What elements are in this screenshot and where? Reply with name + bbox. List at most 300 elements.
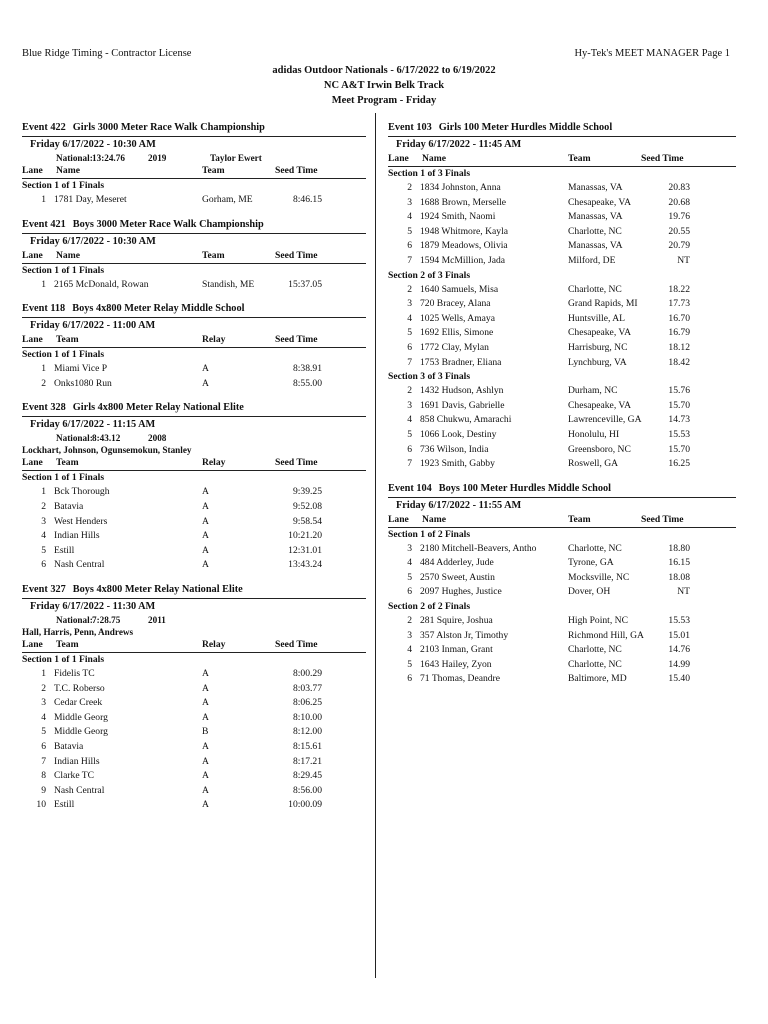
event-number: Event 327 [22, 583, 66, 595]
entry-team: Chesapeake, VA [568, 399, 632, 411]
entry-lane: 6 [41, 740, 46, 752]
header-team: Team [568, 153, 591, 164]
entry-lane: 2 [407, 615, 412, 627]
entry-row [388, 629, 736, 644]
entry-row [22, 485, 366, 500]
entry-name: 1772 Clay, Mylan [420, 341, 489, 353]
entry-row [22, 711, 366, 726]
entry-name: 2180 Mitchell-Beavers, Antho [420, 542, 537, 554]
entry-name: Clarke TC [54, 770, 95, 782]
entry-seed: 16.15 [668, 557, 690, 569]
entry-name: 484 Adderley, Jude [420, 557, 494, 569]
entry-name: 1879 Meadows, Olivia [420, 240, 508, 252]
header-seed: Seed Time [641, 513, 684, 525]
entry-seed: 18.22 [668, 283, 690, 295]
entry-team: A [202, 755, 209, 767]
entry-row [388, 556, 736, 571]
section-label: Section 2 of 2 Finals [388, 601, 471, 613]
entry-row [22, 798, 366, 813]
entry-seed: 8:29.45 [292, 770, 322, 782]
event-date: Friday 6/17/2022 - 11:45 AM [388, 136, 736, 152]
entry-name: 357 Alston Jr, Timothy [420, 629, 509, 641]
entry-lane: 7 [407, 458, 412, 470]
entry-lane: 3 [407, 542, 412, 554]
entry-seed: 8:03.77 [292, 682, 322, 694]
entry-row [388, 356, 736, 371]
entry-name: Cedar Creek [54, 697, 103, 709]
header-team: Team [568, 513, 591, 525]
column-header [388, 513, 736, 528]
entry-lane: 6 [407, 240, 412, 252]
section-label: Section 1 of 3 Finals [388, 168, 471, 179]
meet-title-line2: NC A&T Irwin Belk Track [323, 80, 445, 91]
entry-name: 2165 McDonald, Rowan [54, 278, 149, 290]
event-title [22, 299, 366, 317]
entry-team: A [202, 799, 209, 811]
event-number: Event 422 [22, 122, 66, 133]
entry-row [388, 384, 736, 399]
entry-lane: 5 [407, 428, 412, 440]
event-number: Event 103 [388, 122, 432, 133]
entry-lane: 3 [407, 196, 412, 208]
entry-row [22, 362, 366, 377]
header-right-text: Hy-Tek's MEET MANAGER Page 1 [574, 48, 730, 59]
entry-team: A [202, 559, 209, 571]
entry-team: Roswell, GA [568, 458, 619, 470]
entry-lane: 10 [36, 799, 46, 811]
entry-lane: 1 [41, 194, 46, 205]
header-team: Team [202, 249, 225, 261]
record-year: 2011 [148, 614, 166, 625]
header-lane: Lane [22, 334, 43, 346]
header-name: Team [56, 457, 79, 469]
entry-lane: 8 [41, 770, 46, 782]
entry-lane: 4 [41, 711, 46, 723]
entry-row [22, 769, 366, 784]
header-seed: Seed Time [275, 249, 318, 261]
record-time: 13:24.76 [92, 153, 125, 163]
section-label: Section 1 of 1 Finals [22, 264, 105, 276]
meet-title-line3: Meet Program - Friday [331, 95, 437, 106]
entry-team: A [202, 544, 209, 556]
event-block [388, 118, 736, 472]
header-left-text: Blue Ridge Timing - Contractor License [22, 48, 192, 59]
entry-lane: 1 [41, 667, 46, 679]
meet-title [0, 63, 768, 108]
entry-team: A [202, 500, 209, 512]
entry-name: 1924 Smith, Naomi [420, 211, 496, 223]
entry-row [22, 529, 366, 544]
event-name: Boys 4x800 Meter Relay Middle School [72, 303, 245, 315]
header-team: Relay [202, 638, 226, 650]
entry-name: 1688 Brown, Merselle [420, 196, 507, 208]
record-relay-names: Hall, Harris, Penn, Andrews [22, 626, 134, 637]
entry-lane: 5 [407, 658, 412, 670]
section-label: Section 1 of 1 Finals [22, 349, 105, 361]
entry-team: Charlotte, NC [568, 542, 622, 554]
entry-row [388, 181, 736, 196]
entry-row [22, 500, 366, 515]
entry-team: Greensboro, NC [568, 443, 631, 455]
section-label: Section 1 of 2 Finals [388, 528, 471, 540]
entry-seed: NT [677, 586, 690, 598]
entry-seed: 14.76 [668, 644, 690, 656]
entry-name: 2570 Sweet, Austin [420, 571, 495, 583]
column-header [22, 249, 366, 264]
entry-row [388, 210, 736, 225]
entry-lane: 5 [41, 726, 46, 738]
entry-row [388, 225, 736, 240]
event-name: Girls 3000 Meter Race Walk Championship [72, 122, 265, 133]
entry-team: Richmond Hill, GA [568, 629, 644, 641]
entry-seed: 8:55.00 [292, 377, 322, 389]
entry-row [388, 571, 736, 586]
event-block [388, 479, 736, 687]
entry-name: 858 Chukwu, Amarachi [420, 414, 512, 426]
event-block [22, 580, 366, 813]
entry-lane: 6 [407, 586, 412, 598]
right-column [388, 118, 736, 694]
entry-name: 1594 McMillion, Jada [420, 254, 506, 266]
event-title [388, 479, 736, 497]
entry-seed: 8:06.25 [292, 697, 322, 709]
entry-lane: 6 [407, 341, 412, 353]
entry-lane: 5 [407, 571, 412, 583]
section-label: Section 3 of 3 Finals [388, 371, 471, 383]
event-date: Friday 6/17/2022 - 11:30 AM [22, 598, 366, 614]
entry-team: A [202, 515, 209, 527]
entry-seed: 16.25 [668, 458, 690, 470]
entry-row [22, 193, 366, 208]
entry-lane: 2 [407, 182, 412, 193]
entry-seed: 20.55 [668, 225, 690, 237]
entry-lane: 3 [41, 697, 46, 709]
entry-seed: 14.99 [668, 658, 690, 670]
record-relay-names: Lockhart, Johnson, Ogunsemokun, Stanley [22, 445, 192, 456]
entry-row [388, 254, 736, 269]
entry-team: A [202, 486, 209, 498]
entry-name: Bck Thorough [54, 486, 110, 498]
entry-team: Lynchburg, VA [568, 356, 627, 368]
entry-name: 1643 Hailey, Zyon [420, 658, 492, 670]
entry-seed: 19.76 [668, 211, 690, 223]
entry-name: 71 Thomas, Deandre [420, 673, 501, 685]
entry-team: Standish, ME [202, 278, 255, 290]
entry-seed: 15.70 [668, 399, 690, 411]
entry-seed: 15.76 [668, 385, 690, 397]
entry-name: 1692 Ellis, Simone [420, 327, 494, 339]
entry-lane: 1 [41, 278, 46, 290]
event-title [22, 580, 366, 598]
header-name: Name [56, 249, 80, 261]
entry-team: Huntsville, AL [568, 312, 626, 324]
entry-row [388, 658, 736, 673]
entry-name: Nash Central [54, 784, 105, 796]
entry-row [388, 643, 736, 658]
entry-name: 720 Bracey, Alana [420, 298, 491, 310]
entry-team: A [202, 784, 209, 796]
entry-seed: 10:21.20 [288, 530, 322, 542]
entry-row [22, 667, 366, 682]
entry-seed: 8:38.91 [292, 363, 322, 375]
entry-seed: 15.40 [668, 673, 690, 685]
entry-name: 281 Squire, Joshua [420, 615, 493, 627]
entry-team: Charlotte, NC [568, 283, 622, 295]
entry-team: Charlotte, NC [568, 225, 622, 237]
entry-team: Tyrone, GA [568, 557, 614, 569]
event-name: Boys 100 Meter Hurdles Middle School [438, 482, 612, 494]
entry-row [388, 239, 736, 254]
entry-row [388, 585, 736, 600]
header-name: Team [56, 638, 79, 650]
entry-lane: 6 [41, 559, 46, 571]
entry-row [22, 740, 366, 755]
column-divider [375, 113, 376, 978]
header-lane: Lane [22, 249, 43, 261]
record-holder: Taylor Ewert [210, 153, 262, 163]
entry-team: A [202, 740, 209, 752]
entry-row [22, 784, 366, 799]
entry-row [388, 443, 736, 458]
event-date: Friday 6/17/2022 - 10:30 AM [22, 233, 366, 249]
record-label: National: [56, 614, 93, 625]
header-lane: Lane [388, 153, 409, 164]
header-name: Name [422, 153, 446, 164]
header-team: Team [202, 165, 225, 176]
record-time: 7:28.75 [92, 614, 121, 625]
entry-name: 1691 Davis, Gabrielle [420, 399, 505, 411]
entry-row [388, 413, 736, 428]
event-name: Boys 4x800 Meter Relay National Elite [72, 583, 243, 595]
entry-row [388, 312, 736, 327]
header-seed: Seed Time [275, 638, 318, 650]
entry-name: 1781 Day, Meseret [54, 194, 127, 205]
entry-row [22, 377, 366, 392]
entry-lane: 1 [41, 363, 46, 375]
entry-team: B [202, 726, 209, 738]
record-label: National: [56, 153, 93, 163]
left-column [22, 118, 366, 820]
entry-team: Gorham, ME [202, 194, 253, 205]
event-block [22, 299, 366, 391]
entry-lane: 7 [41, 755, 46, 767]
record-year: 2019 [148, 153, 167, 163]
entry-team: A [202, 530, 209, 542]
entry-name: 1640 Samuels, Misa [420, 283, 499, 295]
event-name: Girls 4x800 Meter Relay National Elite [72, 402, 244, 414]
entry-row [388, 399, 736, 414]
header-seed: Seed Time [275, 457, 318, 469]
entry-row [388, 283, 736, 298]
entry-name: West Henders [54, 515, 108, 527]
entry-seed: 20.68 [668, 196, 690, 208]
entry-name: Estill [54, 799, 75, 811]
entry-team: A [202, 770, 209, 782]
header-lane: Lane [22, 165, 43, 176]
entry-lane: 4 [407, 414, 412, 426]
entry-name: 1948 Whitmore, Kayla [420, 225, 509, 237]
entry-seed: 15.53 [668, 428, 690, 440]
entry-team: Chesapeake, VA [568, 327, 632, 339]
entry-lane: 6 [407, 673, 412, 685]
entry-seed: 15.70 [668, 443, 690, 455]
entry-name: 1025 Wells, Amaya [420, 312, 495, 324]
entry-team: A [202, 682, 209, 694]
entry-lane: 2 [41, 500, 46, 512]
entry-lane: 4 [407, 312, 412, 324]
entry-team: Chesapeake, VA [568, 196, 632, 208]
event-title [22, 118, 366, 136]
entry-seed: 17.73 [668, 298, 690, 310]
event-date: Friday 6/17/2022 - 11:55 AM [388, 497, 736, 513]
entry-seed: 15.01 [668, 629, 690, 641]
entry-seed: 18.12 [668, 341, 690, 353]
national-record [22, 432, 366, 444]
entry-name: 1753 Bradner, Eliana [420, 356, 502, 368]
entry-team: Milford, DE [568, 254, 616, 266]
header-team: Relay [202, 457, 226, 469]
entry-name: 1432 Hudson, Ashlyn [420, 385, 504, 397]
entry-name: Miami Vice P [54, 363, 108, 375]
entry-seed: NT [677, 254, 690, 266]
section-label: Section 1 of 1 Finals [22, 472, 105, 484]
entry-row [22, 755, 366, 770]
entry-lane: 2 [407, 283, 412, 295]
entry-name: Nash Central [54, 559, 105, 571]
header-lane: Lane [22, 638, 43, 650]
entry-team: A [202, 377, 209, 389]
entry-name: Batavia [54, 740, 84, 752]
meet-title-line1: adidas Outdoor Nationals - 6/17/2022 to 6/19/2022 [272, 65, 496, 76]
entry-team: High Point, NC [568, 615, 628, 627]
entry-name: Batavia [54, 500, 84, 512]
entry-lane: 4 [407, 644, 412, 656]
entry-team: Charlotte, NC [568, 658, 622, 670]
entry-lane: 4 [407, 211, 412, 223]
entry-team: Durham, NC [568, 385, 618, 397]
entry-team: Lawrenceville, GA [568, 414, 642, 426]
entry-lane: 3 [407, 399, 412, 411]
entry-lane: 4 [407, 557, 412, 569]
entry-seed: 18.80 [668, 542, 690, 554]
entry-name: Middle Georg [54, 711, 108, 723]
entry-team: Dover, OH [568, 586, 611, 598]
entry-team: A [202, 363, 209, 375]
entry-name: 1923 Smith, Gabby [420, 458, 495, 470]
event-number: Event 421 [22, 218, 66, 230]
entry-row [388, 542, 736, 557]
column-header [22, 638, 366, 653]
entry-row [388, 457, 736, 472]
entry-seed: 8:00.29 [292, 667, 322, 679]
entry-seed: 9:39.25 [292, 486, 322, 498]
entry-lane: 2 [407, 385, 412, 397]
column-header [388, 152, 736, 167]
entry-row [22, 696, 366, 711]
entry-name: 1834 Johnston, Anna [420, 182, 501, 193]
entry-team: Honolulu, HI [568, 428, 620, 440]
national-record [22, 614, 366, 626]
entry-lane: 7 [407, 356, 412, 368]
entry-lane: 9 [41, 784, 46, 796]
event-name: Boys 3000 Meter Race Walk Championship [72, 218, 264, 230]
column-header [22, 333, 366, 348]
entry-seed: 18.08 [668, 571, 690, 583]
event-block [22, 118, 366, 208]
entry-lane: 6 [407, 443, 412, 455]
event-number: Event 104 [388, 482, 432, 494]
entry-seed: 8:12.00 [292, 726, 322, 738]
entry-seed: 9:58.54 [292, 515, 322, 527]
entry-row [388, 297, 736, 312]
entry-team: Mocksville, NC [568, 571, 630, 583]
entry-name: Fidelis TC [54, 667, 95, 679]
entry-name: 1066 Look, Destiny [420, 428, 497, 440]
event-number: Event 118 [22, 303, 66, 315]
event-date: Friday 6/17/2022 - 11:15 AM [22, 416, 366, 432]
entry-lane: 3 [407, 298, 412, 310]
entry-row [388, 341, 736, 356]
column-header [22, 164, 366, 179]
entry-seed: 8:15.61 [292, 740, 322, 752]
entry-team: Manassas, VA [568, 211, 623, 223]
entry-lane: 2 [41, 682, 46, 694]
section-label: Section 1 of 1 Finals [22, 180, 105, 191]
entry-row [22, 515, 366, 530]
entry-seed: 16.79 [668, 327, 690, 339]
entry-seed: 13:43.24 [288, 559, 322, 571]
entry-team: A [202, 711, 209, 723]
entry-seed: 16.70 [668, 312, 690, 324]
header-name: Team [56, 334, 79, 346]
entry-name: Indian Hills [54, 755, 100, 767]
event-title [388, 118, 736, 136]
entry-name: T.C. Roberso [54, 682, 105, 694]
entry-row [22, 558, 366, 573]
entry-seed: 10:00.09 [288, 799, 322, 811]
entry-team: Manassas, VA [568, 240, 623, 252]
entry-lane: 5 [41, 544, 46, 556]
entry-team: Harrisburg, NC [568, 341, 628, 353]
event-date: Friday 6/17/2022 - 11:00 AM [22, 317, 366, 333]
entry-row [388, 614, 736, 629]
entry-row [388, 326, 736, 341]
entry-seed: 18.42 [668, 356, 690, 368]
entry-lane: 7 [407, 254, 412, 266]
entry-seed: 12:31.01 [288, 544, 322, 556]
entry-name: Indian Hills [54, 530, 100, 542]
event-title [22, 215, 366, 233]
header-seed: Seed Time [275, 334, 318, 346]
header-name: Name [56, 165, 80, 176]
event-number: Event 328 [22, 402, 66, 414]
event-title [22, 398, 366, 416]
entry-seed: 8:17.21 [292, 755, 322, 767]
event-name: Girls 100 Meter Hurdles Middle School [438, 122, 613, 133]
entry-lane: 1 [41, 486, 46, 498]
entry-name: Middle Georg [54, 726, 108, 738]
entry-lane: 3 [41, 515, 46, 527]
entry-lane: 2 [41, 377, 46, 389]
record-label: National: [56, 433, 93, 444]
event-block [22, 215, 366, 293]
entry-row [388, 672, 736, 687]
entry-name: Estill [54, 544, 75, 556]
entry-team: Manassas, VA [568, 182, 623, 193]
section-label: Section 1 of 1 Finals [22, 653, 105, 665]
entry-row [388, 196, 736, 211]
section-label: Section 2 of 3 Finals [388, 269, 471, 281]
